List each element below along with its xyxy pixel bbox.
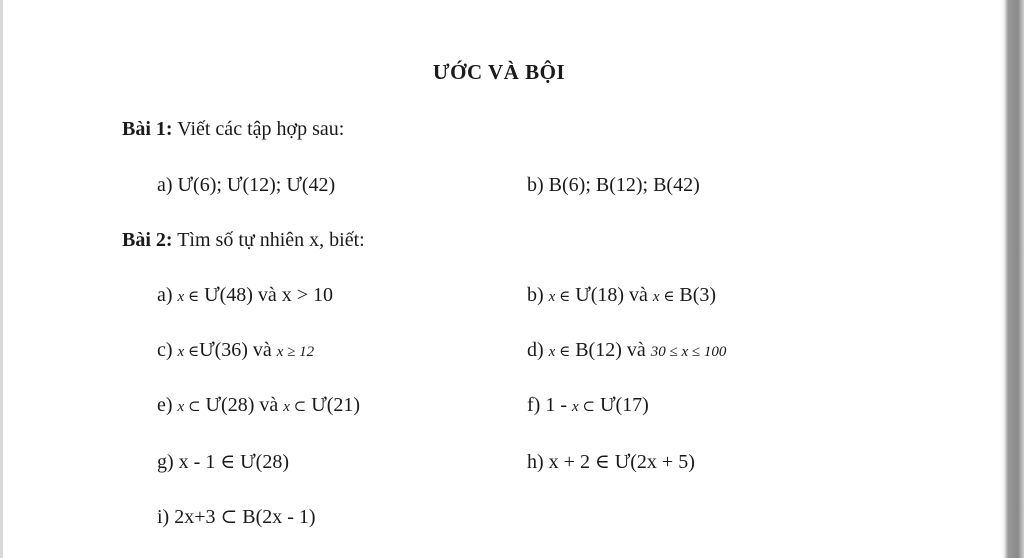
item-text: Ư(48) và x > 10 <box>199 284 334 306</box>
item-text: B(3) <box>674 284 717 306</box>
bai1-heading <box>122 118 344 141</box>
bai2-item-g <box>157 449 289 474</box>
math-expr: x ∈ <box>652 289 675 305</box>
math-expr: x ∈ <box>177 344 200 360</box>
item-label: i) <box>157 506 170 528</box>
item-text: x - 1 ∈ Ư(28) <box>173 451 289 473</box>
item-label: d) <box>527 339 544 361</box>
math-expr: x ⊂ <box>283 399 307 415</box>
item-text: Ư(18) và <box>570 284 653 306</box>
bai1-item-a: a) Ư(6); Ư(12); Ư(42) <box>157 174 336 196</box>
item-text: Ư(36) và <box>199 339 277 361</box>
bai2-item-i <box>157 504 316 529</box>
math-expr: x ∈ <box>548 344 571 360</box>
page-title: ƯỚC VÀ BỘI <box>432 60 566 84</box>
bai2-label: Bài 2: <box>122 229 173 251</box>
bai2-heading <box>122 229 365 252</box>
item-label: h) <box>527 451 544 473</box>
bai1-item-b: b) B(6); B(12); B(42) <box>527 174 700 196</box>
item-label: g) <box>157 451 174 473</box>
math-expr: 30 ≤ x ≤ 100 <box>650 344 727 360</box>
math-expr: x ∈ <box>177 289 200 305</box>
math-expr: x ∈ <box>548 289 571 305</box>
bai1-label: Bài 1: <box>122 118 173 140</box>
math-expr: x ≥ 12 <box>276 344 315 360</box>
math-expr: x ⊂ <box>572 399 595 415</box>
item-text: 2x+3 ⊂ B(2x - 1) <box>169 506 316 528</box>
item-text: Ư(28) và <box>200 394 284 416</box>
item-text: 1 - <box>540 394 572 416</box>
item-label: b) <box>527 284 544 306</box>
bai2-item-a <box>157 284 333 307</box>
item-text: B(12) và <box>570 339 651 361</box>
bai2-item-c <box>157 339 314 362</box>
item-label: c) <box>157 339 173 361</box>
item-text: Ư(17) <box>594 394 649 416</box>
bai2-item-f <box>527 394 649 417</box>
bai1-text: Viết các tập hợp sau: <box>172 118 345 140</box>
item-text: Ư(21) <box>306 394 361 416</box>
item-label: f) <box>527 394 541 416</box>
item-label: e) <box>157 394 173 416</box>
bai2-item-d <box>527 339 726 362</box>
bai2-item-b <box>527 284 716 307</box>
item-text: x + 2 ∈ Ư(2x + 5) <box>543 451 695 473</box>
item-label: a) <box>157 284 173 306</box>
math-expr: x ⊂ <box>177 399 201 415</box>
scrollbar-shadow <box>1000 0 1024 558</box>
bai2-item-e <box>157 394 360 417</box>
bai2-text: Tìm số tự nhiên x, biết: <box>172 229 365 251</box>
bai2-item-h <box>527 449 695 474</box>
